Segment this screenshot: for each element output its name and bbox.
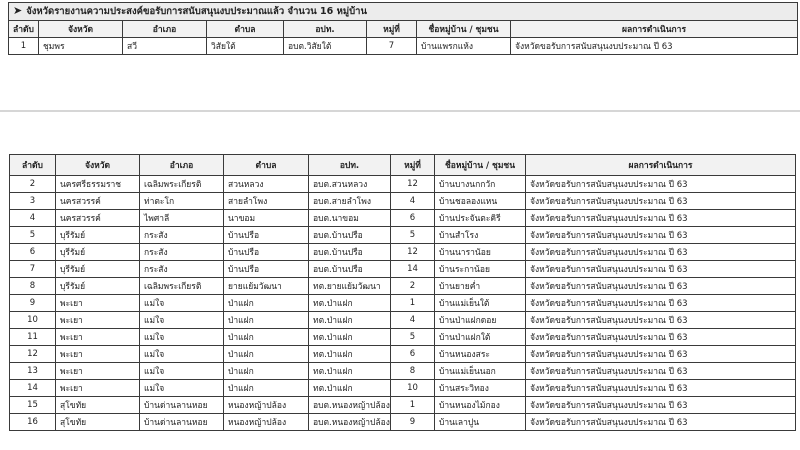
column-header: อปท. [309,155,391,176]
table-cell: จังหวัดขอรับการสนับสนุนงบประมาณ ปี 63 [511,38,798,55]
table-cell: 7 [367,38,417,55]
table-cell: ป่าแฝก [224,363,309,380]
table-cell: บุรีรัมย์ [56,227,140,244]
table-cell: 10 [10,312,56,329]
table-cell: บ้านแม่เย็นนอก [435,363,526,380]
table-row [9,38,798,55]
column-header: ชื่อหมู่บ้าน / ชุมชน [435,155,526,176]
table-cell: ชุมพร [39,38,123,55]
table-cell: พะเยา [56,295,140,312]
table-row [10,397,796,414]
table-row [10,227,796,244]
table-cell: บุรีรัมย์ [56,261,140,278]
table-row [10,380,796,397]
table-cell: ยายแย้มวัฒนา [224,278,309,295]
table-cell: สุโขทัย [56,397,140,414]
table-cell: กระสัง [140,227,224,244]
table-row [10,329,796,346]
table-cell: พะเยา [56,346,140,363]
table-cell: 1 [9,38,39,55]
table-cell: จังหวัดขอรับการสนับสนุนงบประมาณ ปี 63 [526,312,796,329]
table-cell: แม่ใจ [140,329,224,346]
table-row [10,176,796,193]
table-cell: 3 [10,193,56,210]
table-cell: 5 [391,329,435,346]
table-cell: ท่าตะโก [140,193,224,210]
table-cell: 7 [10,261,56,278]
column-header: หมู่ที่ [367,21,417,38]
table-cell: สวี [123,38,207,55]
table-cell: วิสัยใต้ [207,38,284,55]
header-row [9,21,798,38]
report-sheet-top [0,0,800,108]
table-cell: นครสวรรค์ [56,210,140,227]
table-cell: สายลำโพง [224,193,309,210]
table-cell: บ้านหนองสระ [435,346,526,363]
table-cell: บ้านยายค่ำ [435,278,526,295]
table-cell: แม่ใจ [140,380,224,397]
column-header: ผลการดำเนินการ [511,21,798,38]
table-cell: จังหวัดขอรับการสนับสนุนงบประมาณ ปี 63 [526,244,796,261]
table-cell: พะเยา [56,380,140,397]
table-cell: 12 [10,346,56,363]
table-row [10,244,796,261]
table-cell: เฉลิมพระเกียรติ [140,278,224,295]
table-cell: ทต.ป่าแฝก [309,363,391,380]
table-cell: อบต.บ้านปรือ [309,227,391,244]
column-header: ตำบล [207,21,284,38]
table-cell: จังหวัดขอรับการสนับสนุนงบประมาณ ปี 63 [526,278,796,295]
table-cell: บ้านแพรกแห้ง [417,38,511,55]
table-cell: แม่ใจ [140,346,224,363]
table-cell: จังหวัดขอรับการสนับสนุนงบประมาณ ปี 63 [526,380,796,397]
table-cell: 12 [391,176,435,193]
table-cell: นาขอม [224,210,309,227]
table-cell: นครสวรรค์ [56,193,140,210]
table-cell: บ้านป่าแฝกดอย [435,312,526,329]
table-cell: อบต.หนองหญ้าปล้อง [309,414,391,431]
column-header: หมู่ที่ [391,155,435,176]
table-cell: 14 [391,261,435,278]
table-cell: นครศรีธรรมราช [56,176,140,193]
table-cell: ป่าแฝก [224,380,309,397]
table-cell: บ้านด่านลานหอย [140,397,224,414]
table-cell: บ้านสระวิทอง [435,380,526,397]
table-cell: หนองหญ้าปล้อง [224,397,309,414]
table-cell: บ้านสำโรง [435,227,526,244]
table-cell: จังหวัดขอรับการสนับสนุนงบประมาณ ปี 63 [526,176,796,193]
table-cell: จังหวัดขอรับการสนับสนุนงบประมาณ ปี 63 [526,397,796,414]
table-cell: พะเยา [56,329,140,346]
table-row [10,295,796,312]
table-cell: บ้านด่านลานหอย [140,414,224,431]
table-cell: บ้านเลาปูน [435,414,526,431]
column-header: จังหวัด [39,21,123,38]
table-cell: 2 [391,278,435,295]
table-cell: ป่าแฝก [224,329,309,346]
village-list-table [9,154,796,431]
table-cell: หนองหญ้าปล้อง [224,414,309,431]
table-row [10,312,796,329]
table-cell: ทต.ป่าแฝก [309,329,391,346]
table-cell: 4 [10,210,56,227]
table-row [10,363,796,380]
table-cell: อบต.นาขอม [309,210,391,227]
table-row [10,278,796,295]
table-cell: กระสัง [140,244,224,261]
table-cell: ทต.ป่าแฝก [309,346,391,363]
table-cell: ทต.ป่าแฝก [309,295,391,312]
table-cell: อบต.สวนหลวง [309,176,391,193]
table-cell: ทต.ยายแย้มวัฒนา [309,278,391,295]
table-row [10,193,796,210]
table-cell: แม่ใจ [140,363,224,380]
table-cell: ป่าแฝก [224,295,309,312]
table-cell: สวนหลวง [224,176,309,193]
column-header: ลำดับ [10,155,56,176]
table-cell: บ้านนารานัอย [435,244,526,261]
table-cell: จังหวัดขอรับการสนับสนุนงบประมาณ ปี 63 [526,363,796,380]
table-cell: 6 [391,346,435,363]
table-cell: 1 [391,397,435,414]
table-cell: อบต.สายลำโพง [309,193,391,210]
table-cell: ทต.ป่าแฝก [309,312,391,329]
table-row [10,346,796,363]
table-cell: ป่าแฝก [224,346,309,363]
table-cell: 9 [391,414,435,431]
table-cell: กระสัง [140,261,224,278]
table-cell: สุโขทัย [56,414,140,431]
summary-table-top [8,2,798,55]
table-title [9,3,798,21]
column-header: ผลการดำเนินการ [526,155,796,176]
table-cell: 4 [391,312,435,329]
table-cell: จังหวัดขอรับการสนับสนุนงบประมาณ ปี 63 [526,414,796,431]
table-cell: บ้านปรือ [224,261,309,278]
column-header: ลำดับ [9,21,39,38]
table-cell: 15 [10,397,56,414]
table-cell: 6 [10,244,56,261]
table-cell: ป่าแฝก [224,312,309,329]
table-cell: บ้านหนองไม้กอง [435,397,526,414]
table-cell: 8 [391,363,435,380]
table-cell: 9 [10,295,56,312]
table-title-text: จังหวัดรายงานความประสงค์ขอรับการสนับสนุนงบประมาณแล้ว จำนวน 16 หมู่บ้าน [26,6,367,17]
table-cell: 14 [10,380,56,397]
table-cell: อบต.บ้านปรือ [309,261,391,278]
table-cell: 5 [391,227,435,244]
table-cell: พะเยา [56,312,140,329]
table-cell: 5 [10,227,56,244]
table-cell: บ้านประจันตะคิรี [435,210,526,227]
header-row [10,155,796,176]
table-cell: อบต.บ้านปรือ [309,244,391,261]
column-header: อปท. [284,21,367,38]
table-cell: จังหวัดขอรับการสนับสนุนงบประมาณ ปี 63 [526,227,796,244]
table-cell: พะเยา [56,363,140,380]
table-cell: บุรีรัมย์ [56,244,140,261]
table-cell: บ้านบางนกกวัก [435,176,526,193]
table-cell: จังหวัดขอรับการสนับสนุนงบประมาณ ปี 63 [526,346,796,363]
table-cell: บ้านแม่เย็นใต้ [435,295,526,312]
arrow-bullet-icon: ➤ [13,4,23,17]
table-row [10,210,796,227]
table-title-row [9,3,798,21]
column-header: จังหวัด [56,155,140,176]
table-cell: ทต.ป่าแฝก [309,380,391,397]
table-cell: จังหวัดขอรับการสนับสนุนงบประมาณ ปี 63 [526,329,796,346]
column-header: ชื่อหมู่บ้าน / ชุมชน [417,21,511,38]
table-cell: อบต.หนองหญ้าปล้อง [309,397,391,414]
table-cell: อบต.วิสัยใต้ [284,38,367,55]
table-cell: แม่ใจ [140,312,224,329]
column-header: อำเภอ [123,21,207,38]
table-cell: บ้านระกาน้อย [435,261,526,278]
table-cell: จังหวัดขอรับการสนับสนุนงบประมาณ ปี 63 [526,210,796,227]
table-cell: 11 [10,329,56,346]
table-cell: 6 [391,210,435,227]
table-cell: บ้านชอลองแหน [435,193,526,210]
column-header: ตำบล [224,155,309,176]
table-cell: เฉลิมพระเกียรติ [140,176,224,193]
table-cell: จังหวัดขอรับการสนับสนุนงบประมาณ ปี 63 [526,295,796,312]
table-cell: 12 [391,244,435,261]
table-cell: จังหวัดขอรับการสนับสนุนงบประมาณ ปี 63 [526,261,796,278]
table-cell: 8 [10,278,56,295]
table-cell: ไพศาลี [140,210,224,227]
table-cell: 4 [391,193,435,210]
table-cell: 10 [391,380,435,397]
table-cell: 1 [391,295,435,312]
table-cell: บุรีรัมย์ [56,278,140,295]
table-cell: บ้านปรือ [224,227,309,244]
table-row [10,414,796,431]
table-row [10,261,796,278]
table-cell: แม่ใจ [140,295,224,312]
column-header: อำเภอ [140,155,224,176]
table-cell: 2 [10,176,56,193]
page-divider [0,110,800,112]
table-cell: 16 [10,414,56,431]
table-cell: จังหวัดขอรับการสนับสนุนงบประมาณ ปี 63 [526,193,796,210]
table-cell: บ้านปรือ [224,244,309,261]
table-cell: 13 [10,363,56,380]
table-cell: บ้านป่าแฝกใต้ [435,329,526,346]
